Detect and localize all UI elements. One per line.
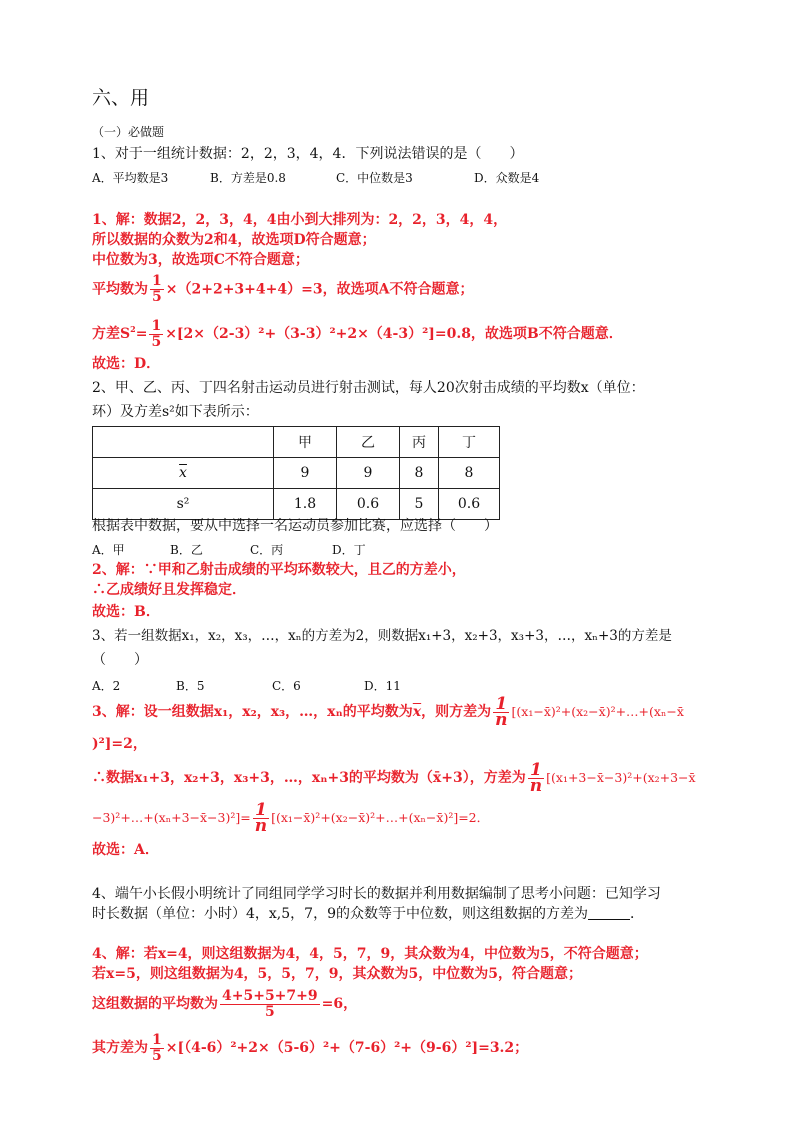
fraction	[150, 274, 164, 305]
text-span: ×[2×（2-3）²+（3-3）²+2×（4-3）²]=0.8，故选项B不符合题意．	[165, 326, 623, 342]
fraction	[493, 693, 509, 730]
text-span: ×[（4-6）²+2×（5-6）²+（7-6）²+（9-6）²]=3.2；	[165, 1040, 529, 1056]
q1-stem: 1、对于一组统计数据：2，2，3，4，4．下列说法错误的是（ ）	[92, 146, 524, 162]
fraction-denominator: n	[529, 775, 543, 796]
fraction-denominator: 5	[151, 333, 162, 350]
q1-solution-line2: 所以数据的众数为2和4，故选项D符合题意；	[92, 232, 376, 248]
fraction-numerator: 1	[495, 693, 508, 714]
q2-stem-line2: 环）及方差s²如下表所示：	[92, 404, 259, 420]
fraction-denominator: n	[254, 815, 268, 836]
q3-option-b: B．5	[176, 679, 205, 693]
fraction	[150, 1033, 164, 1064]
fraction-numerator: 1	[254, 799, 267, 820]
text-span: 这组数据的平均数为	[92, 996, 218, 1012]
q4-solution-line3	[92, 986, 357, 1022]
table-cell: 丙	[400, 427, 439, 458]
fraction-numerator: 1	[530, 759, 542, 780]
q3-solution-line4	[92, 799, 490, 836]
table-cell: 8	[400, 458, 439, 489]
q3-stem-line2: （ ）	[92, 652, 148, 668]
fraction	[149, 319, 163, 350]
q1-solution-line4	[92, 274, 473, 305]
text-span: 其方差为	[92, 1040, 148, 1056]
q2-option-c: C．丙	[250, 543, 284, 557]
table-cell: 5	[400, 489, 439, 520]
q2-answer: 故选：B．	[92, 604, 160, 620]
table-cell: 乙	[337, 427, 400, 458]
q3-solution-line1	[92, 693, 684, 730]
q1-option-d: D．众数是4	[474, 171, 540, 185]
text-span: −3)²+…+(xₙ+3−x̄−3)²]=	[92, 810, 251, 825]
text-span: [(x₁+3−x̄−3)²+(x₂+3−x̄	[546, 770, 696, 785]
table-cell: s²	[93, 489, 274, 520]
text-span: 3、解：设一组数据x₁，x₂，x₃，…，xₙ的平均数为	[92, 704, 413, 720]
text-span: 时长数据（单位：小时）4，x,5，7，9的众数等于中位数，则这组数据的方差为	[92, 906, 588, 922]
q2-options	[92, 540, 366, 560]
table-cell: 丁	[439, 427, 500, 458]
table-cell	[93, 458, 274, 489]
q1-solution-line5	[92, 314, 623, 350]
table-cell: 9	[337, 458, 400, 489]
table-cell: 8	[439, 458, 500, 489]
q3-stem-line1: 3、若一组数据x₁，x₂，x₃，…，xₙ的方差为2，则数据x₁+3，x₂+3，x₃+3，…，xₙ+3的方差是	[92, 628, 672, 644]
text-span: =	[135, 326, 148, 342]
fraction	[220, 989, 320, 1020]
q3-option-d: D．11	[364, 679, 401, 693]
section-heading: （一）必做题	[92, 125, 165, 139]
table-cell: 1.8	[274, 489, 337, 520]
q4-solution-line4	[92, 1032, 528, 1064]
q2-option-a: A．甲	[92, 543, 125, 557]
q2-stem-line1: 2、甲、乙、丙、丁四名射击运动员进行射击测试，每人20次射击成绩的平均数x（单位：	[92, 380, 645, 396]
table-cell: 9	[274, 458, 337, 489]
q2-solution-line1: 2、解：∵甲和乙射击成绩的平均环数较大，且乙的方差小，	[92, 562, 466, 578]
fraction	[253, 799, 269, 836]
text-span: =6，	[321, 996, 358, 1012]
q3-options	[92, 676, 401, 696]
fraction-numerator: 1	[151, 317, 162, 334]
q1-option-a: A．平均数是3	[92, 171, 169, 185]
q3-solution-line3	[92, 759, 696, 796]
q2-ask: 根据表中数据，要从中选择一名运动员参加比赛，应选择（ ）	[92, 518, 498, 534]
fraction-numerator: 1	[152, 1031, 162, 1048]
table-row	[93, 427, 500, 458]
fraction-denominator: 5	[152, 1047, 162, 1064]
text-span: ∴数据x₁+3，x₂+3，x₃+3，…，xₙ+3的平均数为（x̄+3），方差为	[92, 770, 526, 786]
q1-option-b: B．方差是0.8	[210, 171, 286, 185]
mean-symbol: $\overline{x}$	[179, 465, 187, 481]
q2-option-d: D．丁	[332, 543, 366, 557]
fraction-numerator: 1	[152, 273, 162, 289]
mean-symbol: $\overline{x}$	[412, 704, 422, 720]
table-cell: 0.6	[439, 489, 500, 520]
q3-answer: 故选：A．	[92, 842, 159, 858]
q3-option-c: C．6	[272, 679, 301, 693]
superscript: 2	[130, 324, 136, 334]
stats-table	[92, 426, 500, 520]
chapter-heading: 六、用	[92, 87, 150, 109]
q4-stem-line2	[92, 904, 644, 924]
q2-option-b: B．乙	[170, 543, 203, 557]
table-cell	[93, 427, 274, 458]
fraction-denominator: 5	[264, 1003, 275, 1020]
table-row	[93, 458, 500, 489]
fraction-numerator: 4+5+5+7+9	[222, 987, 318, 1004]
text-span: ．	[629, 906, 644, 922]
table-row	[93, 489, 500, 520]
text-span: [(x₁−x̄)²+(x₂−x̄)²+…+(xₙ−x̄)²]=2．	[271, 810, 490, 825]
table-cell: 0.6	[337, 489, 400, 520]
q1-solution-line3: 中位数为3，故选项C不符合题意；	[92, 252, 309, 268]
fraction	[528, 759, 544, 796]
answer-blank	[588, 905, 630, 920]
text-span: [(x₁−x̄)²+(x₂−x̄)²+…+(xₙ−x̄	[511, 704, 684, 719]
q3-option-a: A．2	[92, 679, 121, 693]
q4-solution-line2: 若x=5，则这组数据为4，5，5，7，9，其众数为5，中位数为5，符合题意；	[92, 966, 583, 982]
table-cell: 甲	[274, 427, 337, 458]
q3-solution-line2: )²]=2，	[92, 736, 147, 752]
text-span: 平均数为	[92, 281, 148, 298]
q1-option-c: C．中位数是3	[336, 171, 413, 185]
q2-solution-line2: ∴乙成绩好且发挥稳定．	[92, 582, 246, 598]
q1-options	[92, 168, 539, 188]
q1-answer: 故选：D．	[92, 356, 161, 372]
q4-solution-line1: 4、解：若x=4，则这组数据为4，4，5，7，9，其众数为4，中位数为5，不符合题意；	[92, 946, 648, 962]
text-span: ，则方差为	[421, 704, 492, 720]
text-span: 方差S	[92, 326, 131, 342]
q4-stem-line1: 4、端午小长假小明统计了同组同学学习时长的数据并利用数据编制了思考小问题：已知学习	[92, 886, 661, 902]
fraction-denominator: 5	[152, 289, 162, 305]
text-span: ×（2+2+3+4+4）=3，故选项A不符合题意；	[165, 281, 474, 298]
q1-solution-line1: 1、解：数据2，2，3，4，4由小到大排列为：2，2，3，4，4，	[92, 212, 508, 228]
fraction-denominator: n	[495, 709, 508, 730]
